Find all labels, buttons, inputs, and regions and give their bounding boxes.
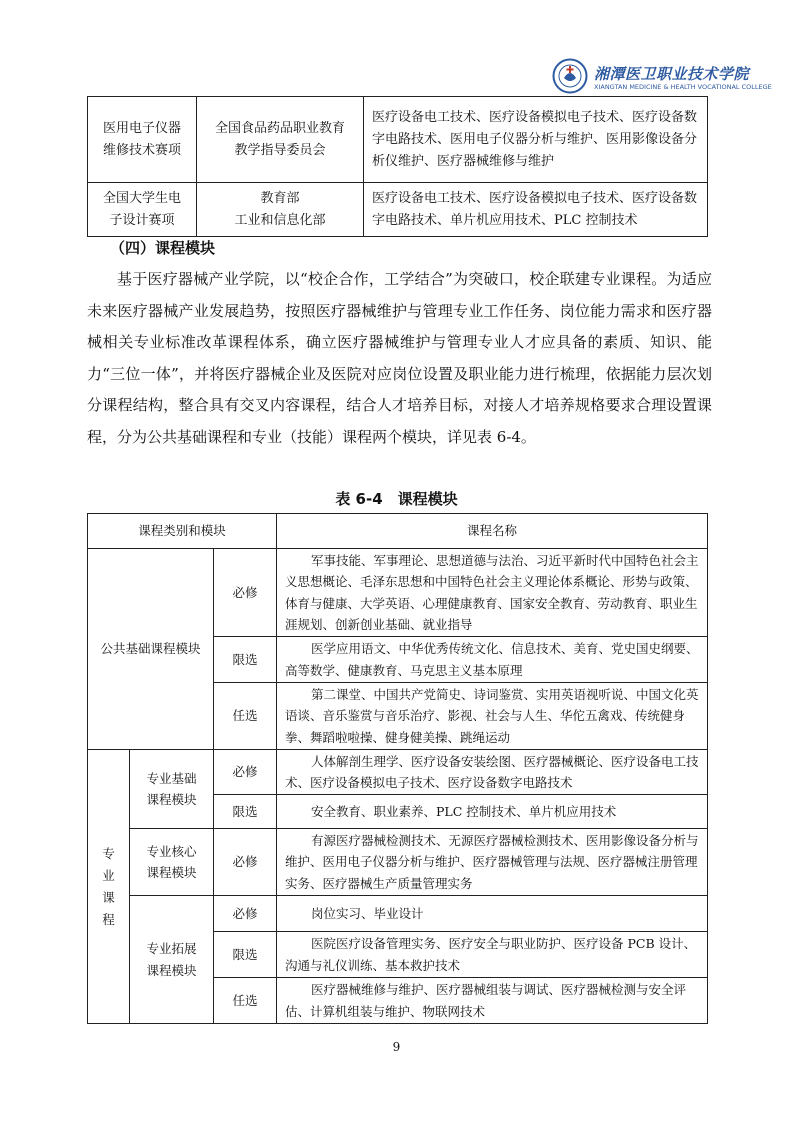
- course-module-table: [87, 513, 708, 1024]
- organizer-cell: 教育部 工业和信息化部: [197, 183, 364, 237]
- course-list: 安全教育、职业素养、PLC 控制技术、单片机应用技术: [277, 795, 708, 829]
- table-row: [88, 829, 708, 896]
- page-number: 9: [392, 1040, 401, 1054]
- course-type: 必修: [214, 750, 277, 795]
- course-list: 第二课堂、中国共产党简史、诗词鉴赏、实用英语视听说、中国文化英语谈、音乐鉴赏与音乐治疗、影视、社会与人生、华佗五禽戏、传统健身拳、舞蹈啦啦操、健身健美操、跳绳运动: [277, 683, 708, 750]
- course-type: 限选: [214, 795, 277, 829]
- college-logo: [552, 58, 772, 96]
- course-type: 必修: [214, 549, 277, 637]
- table-row: [88, 97, 708, 183]
- course-list: 有源医疗器械检测技术、无源医疗器械检测技术、医用影像设备分析与维护、医用电子仪器分析与维护、医疗器械管理与法规、医疗器械注册管理实务、医疗器械生产质量管理实务: [277, 829, 708, 896]
- course-list: 医疗器械维修与维护、医疗器械组装与调试、医疗器械检测与安全评估、计算机组装与维护、物联网技术: [277, 978, 708, 1024]
- public-module-label: 公共基础课程模块: [88, 549, 214, 750]
- major-group-label: 专业核心课程模块: [130, 829, 214, 896]
- course-type: 必修: [214, 896, 277, 932]
- course-list: 军事技能、军事理论、思想道德与法治、习近平新时代中国特色社会主义思想概论、毛泽东思想和中国特色社会主义理论体系概论、形势与政策、体育与健康、大学英语、心理健康教育、国家安全教育、劳动教育、职业生涯规划、创新创业基础、就业指导: [277, 549, 708, 637]
- table-row: [88, 750, 708, 795]
- course-type: 限选: [214, 637, 277, 683]
- table-row: [88, 183, 708, 237]
- courses-cell: 医疗设备电工技术、医疗设备模拟电子技术、医疗设备数字电路技术、单片机应用技术、PLC 控制技术: [364, 183, 708, 237]
- table-header-row: [88, 514, 708, 549]
- competition-table: [87, 96, 708, 237]
- table-row: [88, 896, 708, 932]
- course-type: 任选: [214, 683, 277, 750]
- section-heading: （四）课程模块: [110, 239, 216, 257]
- course-type: 必修: [214, 829, 277, 896]
- course-list: 医院医疗设备管理实务、医疗安全与职业防护、医疗设备 PCB 设计、沟通与礼仪训练、基本救护技术: [277, 932, 708, 978]
- logo-english-name: XIANGTAN MEDICINE & HEALTH VOCATIONAL COLLEGE: [594, 83, 772, 91]
- event-cell: 全国大学生电子设计赛项: [88, 183, 197, 237]
- table-caption: 表 6-4 课程模块: [335, 490, 458, 508]
- header-course-names: 课程名称: [277, 514, 708, 549]
- course-list: 医学应用语文、中华优秀传统文化、信息技术、美育、党史国史纲要、高等数学、健康教育、马克思主义基本原理: [277, 637, 708, 683]
- course-type: 限选: [214, 932, 277, 978]
- courses-cell: 医疗设备电工技术、医疗设备模拟电子技术、医疗设备数字电路技术、医用电子仪器分析与维护、医用影像设备分析仪维护、医疗器械维修与维护: [364, 97, 708, 183]
- major-group-label: 专业基础课程模块: [130, 750, 214, 829]
- logo-chinese-name: 湘潭医卫职业技术学院: [594, 65, 750, 83]
- header-category: 课程类别和模块: [88, 514, 277, 549]
- major-group-label: 专业拓展课程模块: [130, 896, 214, 1024]
- course-list: 岗位实习、毕业设计: [277, 896, 708, 932]
- college-emblem-icon: [552, 58, 588, 94]
- course-list: 人体解剖生理学、医疗设备安装绘图、医疗器械概论、医疗设备电工技术、医疗设备模拟电子技术、医疗设备数字电路技术: [277, 750, 708, 795]
- body-paragraph: 基于医疗器械产业学院，以“校企合作，工学结合”为突破口，校企联建专业课程。为适应未来医疗器械产业发展趋势，按照医疗器械维护与管理专业工作任务、岗位能力需求和医疗器械相关专业标准改革课程体系，确立医疗器械维护与管理专业人才应具备的素质、知识、能力“三位一体”，并将医疗器械企业及医院对应岗位设置及职业能力进行梳理，依据能力层次划分课程结构，整合具有交叉内容课程，结合人才培养目标，对接人才培养规格要求合理设置课程，分为公共基础课程和专业（技能）课程两个模块，详见表 6-4。: [87, 270, 712, 446]
- major-module-label: 专业课程: [88, 750, 130, 1024]
- table-row: [88, 549, 708, 637]
- organizer-cell: 全国食品药品职业教育教学指导委员会: [197, 97, 364, 183]
- event-cell: 医用电子仪器维修技术赛项: [88, 97, 197, 183]
- course-type: 任选: [214, 978, 277, 1024]
